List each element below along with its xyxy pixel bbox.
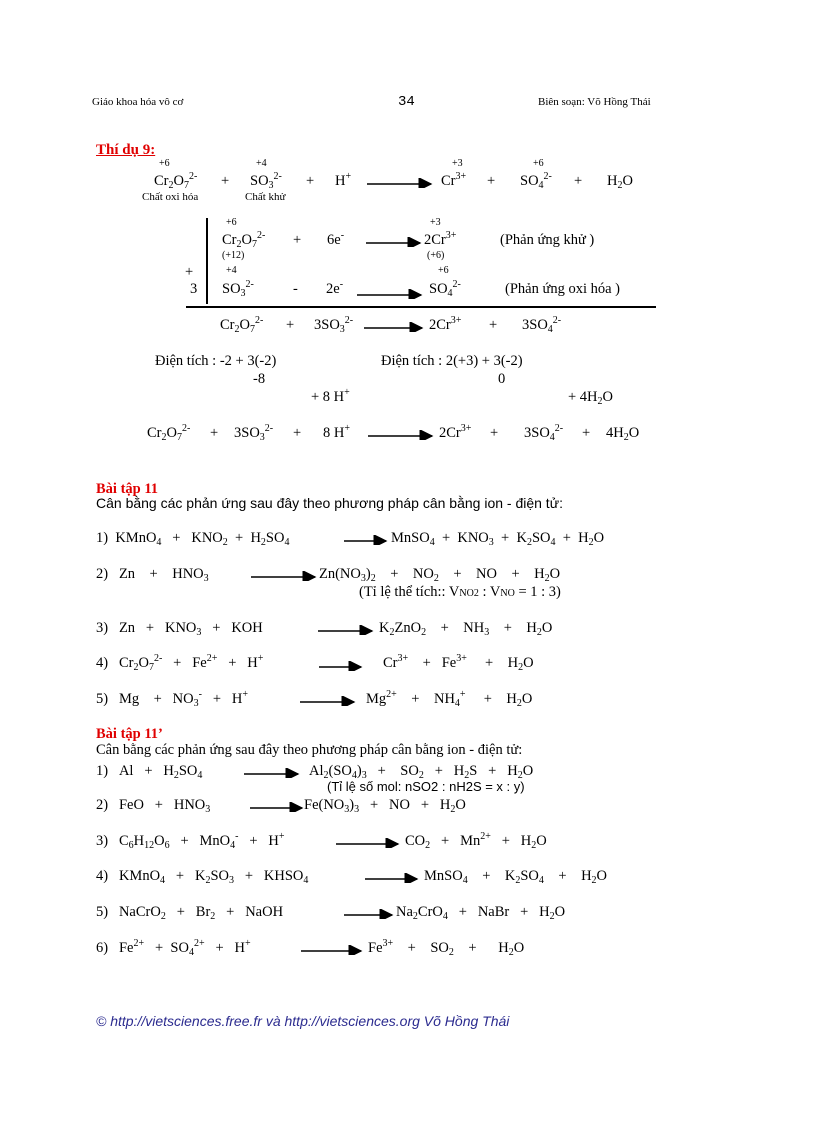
plus-sign: + bbox=[185, 264, 194, 280]
equation-term: $2Cr^{3+}$ bbox=[429, 315, 462, 333]
ox-number: +3 bbox=[430, 217, 441, 228]
equation-term: + bbox=[574, 173, 583, 189]
exercise-title: Bài tập 11 bbox=[96, 481, 159, 497]
equation-products: $Cr^{3+}$ + $Fe^{3+}$ + $H_2O$ bbox=[383, 653, 534, 673]
reaction-arrow bbox=[365, 873, 419, 883]
ratio-note: (Tỉ lệ thể tích:: VNO2 : VNO = 1 : 3) bbox=[359, 584, 561, 600]
equation-row: 4) KMnO$_4$ + $K_2SO_3$ + $KHSO_4$ bbox=[96, 868, 309, 886]
equation-term: $SO_4^{2-}$ bbox=[520, 171, 552, 191]
equation-products: $K_2ZnO_2$ + $NH_3$ + $H_2O$ bbox=[379, 620, 553, 638]
equation-row: 3) $Zn + KNO_3$ + KOH bbox=[96, 620, 263, 638]
equation-term: $3SO_3^{2-}$ bbox=[314, 315, 354, 335]
equation-term: + bbox=[293, 425, 302, 441]
equation-term: $2Cr^{3+}$ bbox=[439, 423, 472, 441]
ox-number: +6 bbox=[438, 265, 449, 276]
header-right: Biên soạn: Võ Hồng Thái bbox=[538, 96, 651, 108]
ox-number: +6 bbox=[226, 217, 237, 228]
equation-products: $Zn(NO_3)_2$ + $NO_2$ + NO + $H_2O$ bbox=[319, 566, 561, 584]
equation-term: $H_2O$ bbox=[607, 173, 633, 191]
reaction-arrow bbox=[250, 802, 304, 812]
reduction-label: (Phản ứng khử ) bbox=[500, 232, 595, 248]
equation-products: $Na_2CrO_4$ + NaBr + $H_2O$ bbox=[396, 904, 566, 922]
equation-term: + bbox=[221, 173, 230, 189]
equation-term: $SO_3^{2-}$ bbox=[250, 171, 282, 191]
equation-term: $3SO_4^{2-}$ bbox=[524, 423, 564, 443]
equation-term: + bbox=[286, 317, 295, 333]
ratio-note: (Tỉ lệ số mol: nSO2 : nH2S = x : y) bbox=[327, 779, 525, 794]
reaction-arrow bbox=[364, 322, 424, 332]
charge-left-value: -8 bbox=[253, 371, 266, 387]
equation-row: 4) $Cr_2O_7^{2-} + Fe^{2+} + H^+$ bbox=[96, 653, 264, 673]
equation-term: + bbox=[582, 425, 591, 441]
reducer-label: Chất khử bbox=[245, 191, 286, 203]
added-water: + $4H_2O$ bbox=[568, 389, 614, 407]
reaction-arrow bbox=[244, 768, 300, 778]
reaction-arrow bbox=[344, 535, 388, 545]
reaction-arrow bbox=[367, 178, 433, 188]
equation-term: $Cr_2O_7^{2-}$ bbox=[220, 315, 264, 335]
equation-term: $3SO_3^{2-}$ bbox=[234, 423, 274, 443]
equation-term: 6e- bbox=[327, 230, 345, 248]
coefficient: 3 bbox=[190, 281, 198, 297]
equation-products: $CO_2 + Mn^{2+} + H_2O$ bbox=[405, 831, 547, 851]
equation-term: + bbox=[490, 425, 499, 441]
equation-row: 5) Mg + $NO_3^- + H^+$ bbox=[96, 689, 248, 709]
ox-number: +4 bbox=[256, 158, 267, 169]
equation-row: 1) KMnO$_4$ + $KNO_2 + H_2SO_4$ bbox=[96, 530, 290, 548]
equation-term: $2Cr^{3+}$ bbox=[424, 230, 457, 248]
equation-row: 3) $C_6H_{12}O_6 + MnO_4^- + H^+$ bbox=[96, 831, 285, 851]
charge-right: Điện tích : 2(+3) + 3(-2) bbox=[381, 353, 523, 369]
ox-number: +6 bbox=[159, 158, 170, 169]
equation-term: + bbox=[487, 173, 496, 189]
equation-term: $Cr^{3+}$ bbox=[441, 171, 467, 189]
reaction-arrow bbox=[301, 945, 363, 955]
exercise-intro: Cân bằng các phản ứng sau đây theo phương pháp cân bằng ion - điện tử: bbox=[96, 742, 523, 758]
reaction-arrow bbox=[336, 838, 400, 848]
exercise-intro: Cân bằng các phản ứng sau đây theo phương pháp cân bằng ion - điện tử: bbox=[96, 495, 563, 511]
equation-term: $Cr_2O_7^{2-}$ bbox=[154, 171, 198, 191]
equation-row: 2) Zn + $HNO_3$ bbox=[96, 566, 209, 584]
oxidation-label: (Phản ứng oxi hóa ) bbox=[505, 281, 620, 297]
reaction-arrow bbox=[319, 661, 363, 671]
reaction-arrow bbox=[357, 289, 423, 299]
equation-term: H+ bbox=[335, 171, 352, 189]
reaction-arrow bbox=[366, 237, 422, 247]
equation-term: $Cr_2O_7^{2-}$ bbox=[222, 230, 266, 250]
exercise-title: Bài tập 11’ bbox=[96, 726, 163, 742]
reaction-arrow bbox=[318, 625, 374, 635]
charge-right-value: 0 bbox=[498, 371, 506, 387]
reaction-arrow bbox=[344, 909, 394, 919]
footer-credit: © http://vietsciences.free.fr và http://vietsciences.org Võ Hồng Thái bbox=[96, 1013, 510, 1029]
ox-number: +4 bbox=[226, 265, 237, 276]
equation-row: 2) FeO + $HNO_3$ bbox=[96, 797, 211, 815]
header-left: Giáo khoa hóa vô cơ bbox=[92, 96, 184, 108]
equation-term: 2e- bbox=[326, 279, 344, 297]
ox-number: +6 bbox=[533, 158, 544, 169]
reaction-arrow bbox=[251, 571, 317, 581]
ox-number: (+6) bbox=[427, 250, 445, 261]
equation-row: 1) $Al + H_2SO_4$ bbox=[96, 763, 203, 781]
charge-left: Điện tích : -2 + 3(-2) bbox=[155, 353, 277, 369]
sum-line bbox=[186, 306, 656, 308]
equation-term: + bbox=[293, 232, 302, 248]
added-h: + 8 H+ bbox=[311, 387, 350, 405]
ox-number: (+12) bbox=[222, 250, 245, 261]
equation-products: MnSO$_4$ + $KNO_3 + K_2SO_4 + H_2O$ bbox=[391, 530, 605, 548]
equation-term: + bbox=[306, 173, 315, 189]
equation-term: 8 H+ bbox=[323, 423, 350, 441]
equation-term: $SO_4^{2-}$ bbox=[429, 279, 461, 299]
reaction-arrow bbox=[368, 430, 434, 440]
equation-products: $Fe^{3+}$ + $SO_2$ + $H_2O$ bbox=[368, 938, 525, 958]
equation-products: $Al_2(SO_4)_3$ + $SO_2 + H_2S + H_2O$ bbox=[309, 763, 534, 781]
equation-term: $Cr_2O_7^{2-}$ bbox=[147, 423, 191, 443]
reaction-arrow bbox=[300, 696, 356, 706]
equation-term: $4H_2O$ bbox=[606, 425, 640, 443]
equation-products: $Mg^{2+}$ + $NH_4^+$ + $H_2O$ bbox=[366, 689, 533, 709]
equation-row: 6) $Fe^{2+} + SO_4^{2+} + H^+$ bbox=[96, 938, 251, 958]
equation-term: + bbox=[489, 317, 498, 333]
equation-products: $Fe(NO_3)_3$ + NO + $H_2O$ bbox=[304, 797, 466, 815]
oxidizer-label: Chất oxi hóa bbox=[142, 191, 199, 203]
equation-products: MnSO$_4$ + $K_2SO_4$ + $H_2O$ bbox=[424, 868, 608, 886]
minus-sign: - bbox=[293, 281, 298, 297]
equation-row: 5) NaCrO$_2$ + $Br_2$ + NaOH bbox=[96, 904, 284, 922]
equation-term: $SO_3^{2-}$ bbox=[222, 279, 254, 299]
ox-number: +3 bbox=[452, 158, 463, 169]
equation-term: + bbox=[210, 425, 219, 441]
equation-term: $3SO_4^{2-}$ bbox=[522, 315, 562, 335]
example-title: Thí dụ 9: bbox=[96, 142, 156, 158]
bracket-line bbox=[206, 218, 208, 304]
page-number: 34 bbox=[398, 94, 415, 110]
